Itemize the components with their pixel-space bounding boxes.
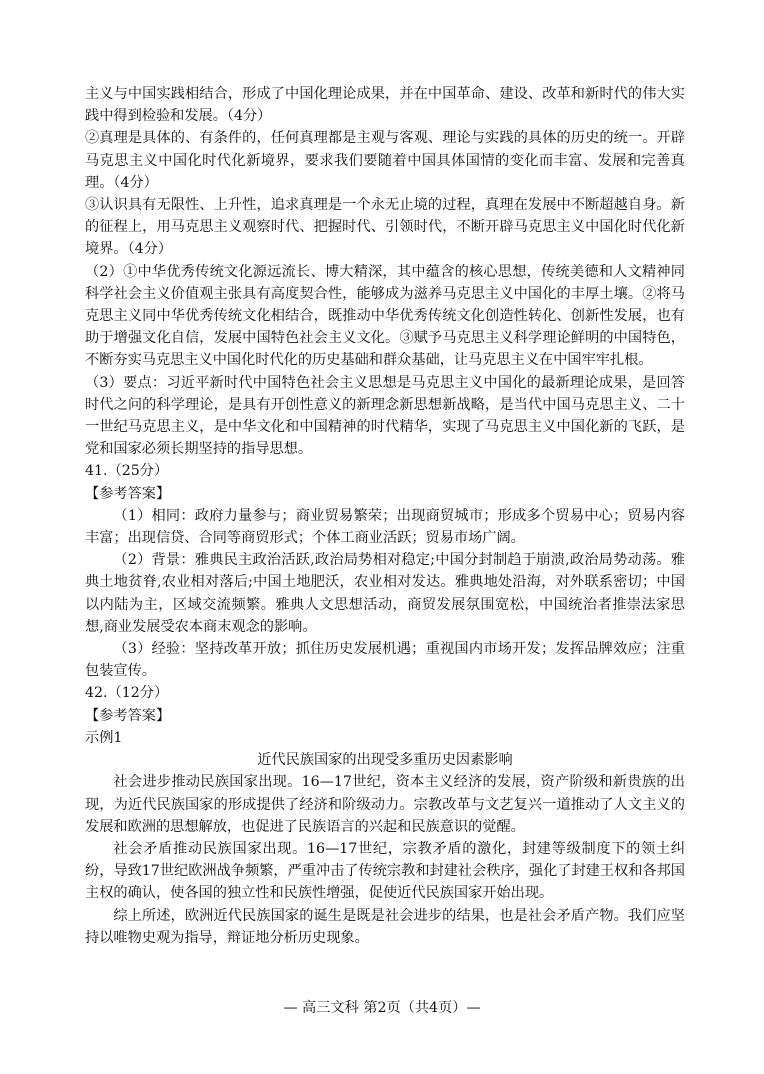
answer-paragraph: （2）①中华优秀传统文化源远流长、博大精深，其中蕴含的核心思想，传统美德和人文精神同科学社会主义价值观主张具有高度契合性，能够成为滋养马克思主义中国化的丰厚土壤。②将马克思主义同中华优秀传统文化相结合，既推动中华优秀传统文化创造性转化、创新性发展，也有助于增强文化自信，发展中国特色社会主义文化。③赋予马克思主义科学理论鲜明的中国特色，不断夯实马克思主义中国化时代化的历史基础和群众基础，让马克思主义在中国牢牢扎根。 (85, 263, 685, 369)
answer-paragraph: 主义与中国实践相结合，形成了中国化理论成果，并在中国革命、建设、改革和新时代的伟大实践中得到检验和发展。（4分） (85, 86, 685, 125)
answer-paragraph: ②真理是具体的、有条件的，任何真理都是主观与客观、理论与实践的具体的历史的统一。开辟马克思主义中国化时代化新境界，要求我们要随着中国具体国情的变化而丰富、发展和完善真理。（4分） (85, 130, 685, 191)
essay-paragraph: 社会矛盾推动民族国家出现。16—17世纪，宗教矛盾的激化，封建等级制度下的领土纠纷，导致17世纪欧洲战争频繁，严重冲击了传统宗教和封建社会秩序，强化了封建王权和各邦国主权的确认，使各国的独立性和民族性增强，促使近代民族国家开始出现。 (85, 840, 685, 902)
page-footer: — 高三文科 第2页（共4页）— (283, 1000, 481, 1016)
question-number: 41.（25分） (85, 463, 169, 480)
essay-paragraph: 社会进步推动民族国家出现。16—17世纪，资本主义经济的发展，资产阶级和新贵族的出现，为近代民族国家的形成提供了经济和阶级动力。宗教改革与文艺复兴一道推动了人文主义的发展和欧洲的思想解放，也促进了民族语言的兴起和民族意识的觉醒。 (85, 774, 685, 835)
answer-paragraph: （3）要点：习近平新时代中国特色社会主义思想是马克思主义中国化的最新理论成果，是回答时代之问的科学理论，是具有开创性意义的新理念新思想新战略，是当代中国马克思主义、二十一世纪马克思主义，是中华文化和中国精神的时代精华，实现了马克思主义中国化新的飞跃，是党和国家必须长期坚持的指导思想。 (85, 374, 685, 458)
answer-paragraph: （1）相同：政府力量参与；商业贸易繁荣；出现商贸城市；形成多个贸易中心；贸易内容丰富；出现信贷、合同等商贸形式；个体工商业活跃；贸易市场广阔。 (85, 507, 685, 547)
answer-document-body (85, 83, 685, 949)
question-number: 42.（12分） (85, 685, 169, 702)
essay-paragraph: 综上所述，欧洲近代民族国家的诞生是既是社会进步的结果，也是社会矛盾产物。我们应坚持以唯物史观为指导，辩证地分析历史现象。 (85, 907, 685, 946)
essay-title: 近代民族国家的出现受多重历史因素影响 (257, 752, 513, 769)
reference-answer-heading: 【参考答案】 (85, 485, 171, 502)
answer-paragraph: （3）经验：坚持改革开放；抓住历史发展机遇；重视国内市场开发；发挥品牌效应；注重包装宣传。 (85, 641, 685, 680)
example-label: 示例1 (85, 729, 123, 746)
reference-answer-heading: 【参考答案】 (85, 707, 171, 724)
answer-paragraph: ③认识具有无限性、上升性，追求真理是一个永无止境的过程，真理在发展中不断超越自身。新的征程上，用马克思主义观察时代、把握时代、引领时代，不断开辟马克思主义中国化时代化新境界。（4分） (85, 197, 685, 258)
answer-paragraph: （2）背景：雅典民主政治活跃,政治局势相对稳定;中国分封制趋于崩溃,政治局势动荡。雅典土地贫脊,农业相对落后;中国土地肥沃，农业相对发达。雅典地处沿海，对外联系密切；中国以内陆为主，区域交流频繁。雅典人文思想活动，商贸发展氛围宽松，中国统治者推崇法家思想,商业发展受农本商末观念的影响。 (85, 552, 685, 635)
